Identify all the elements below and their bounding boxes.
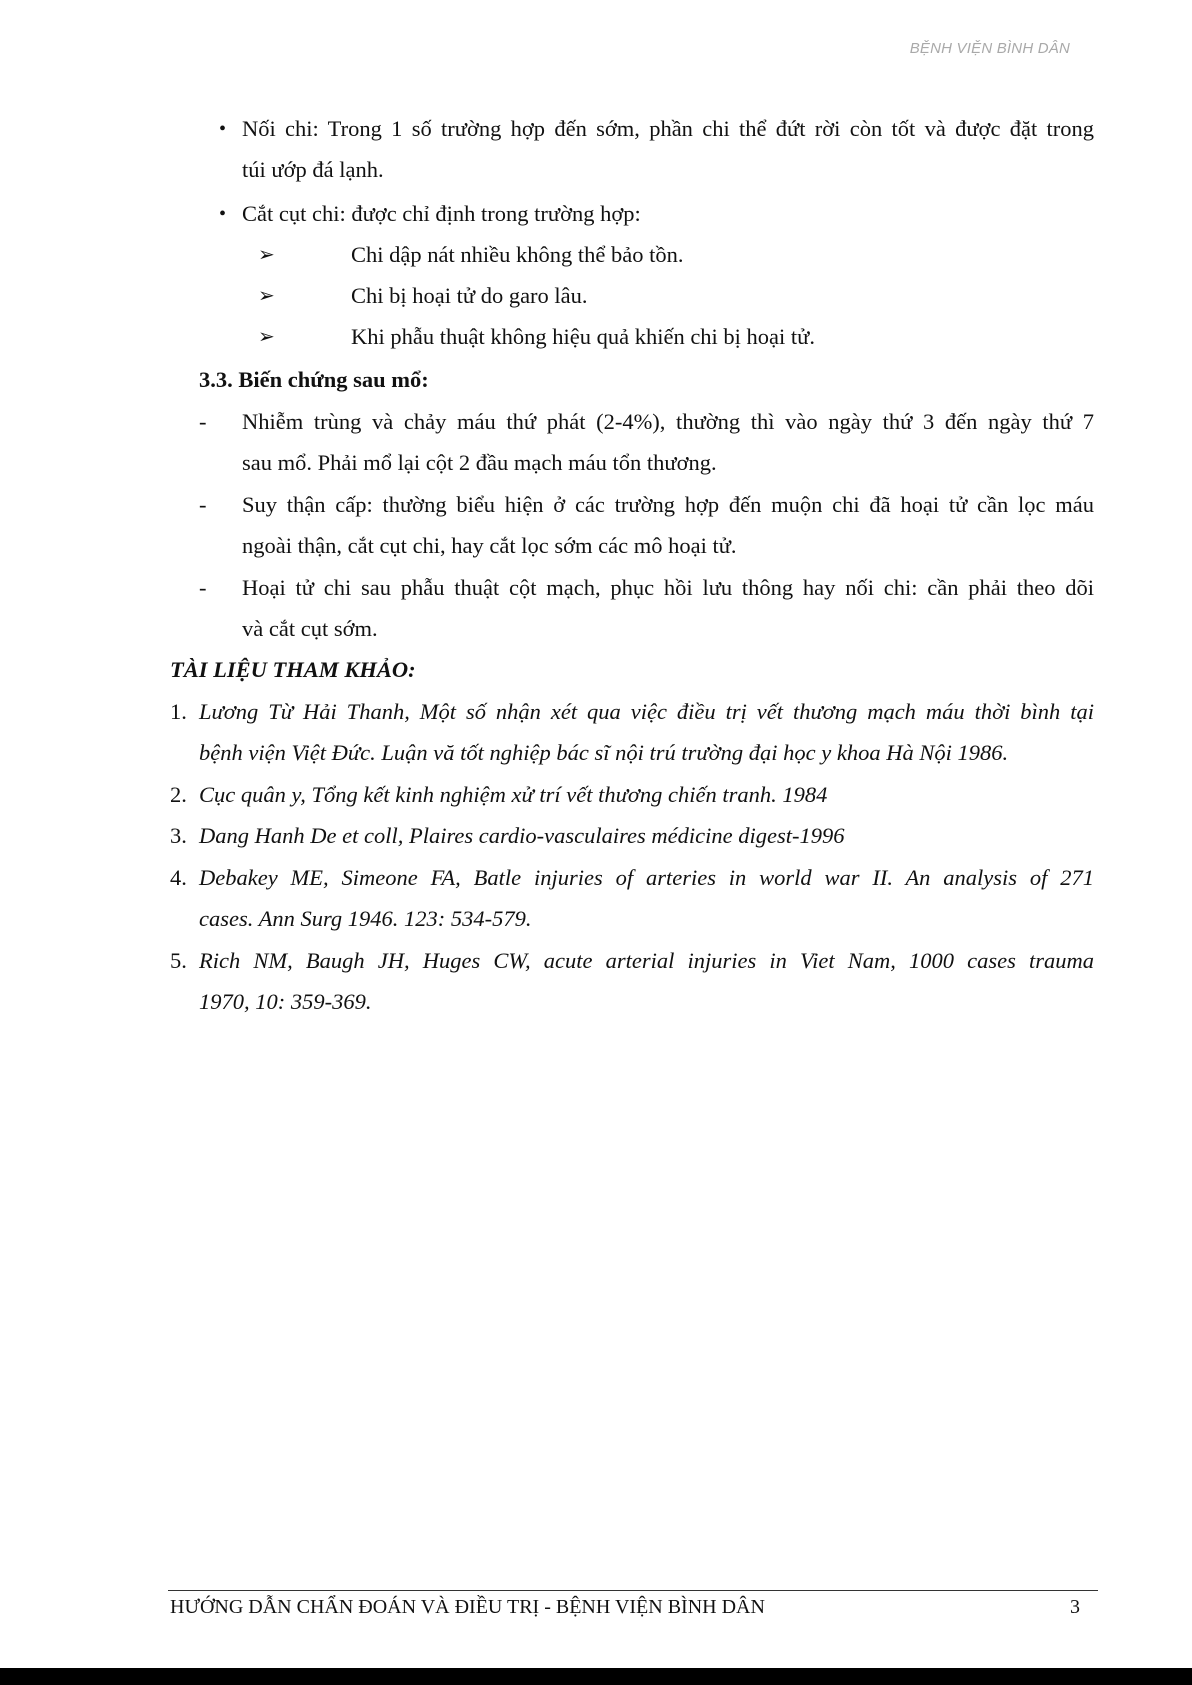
reference-number: 1. xyxy=(170,699,187,724)
reference-text: Dang Hanh De et coll, Plaires cardio-vasculaires médicine digest-1996 xyxy=(199,823,845,848)
dash-icon: - xyxy=(199,409,207,434)
dash-icon: - xyxy=(199,492,207,517)
arrow-bullet-icon: ➢ xyxy=(258,326,275,348)
bullet-item-text: Nối chi: Trong 1 số trường hợp đến sớm, phần chi thể đứt rời còn tốt và được đặt trong xyxy=(242,116,1094,141)
reference-number: 3. xyxy=(170,823,187,848)
list-item-text: ngoài thận, cắt cụt chi, hay cắt lọc sớm các mô hoại tử. xyxy=(242,533,737,558)
reference-number: 2. xyxy=(170,782,187,807)
reference-number: 5. xyxy=(170,948,187,973)
reference-text: Cục quân y, Tổng kết kinh nghiệm xử trí vết thương chiến tranh. 1984 xyxy=(199,782,828,807)
list-item-text: sau mổ. Phải mổ lại cột 2 đầu mạch máu tổn thương. xyxy=(242,450,717,475)
list-item-text: Suy thận cấp: thường biểu hiện ở các trường hợp đến muộn chi đã hoại tử cần lọc máu xyxy=(242,492,1094,517)
arrow-bullet-icon: ➢ xyxy=(258,285,275,307)
page-bottom-edge xyxy=(0,1668,1192,1685)
sub-bullet-text: Chi dập nát nhiều không thể bảo tồn. xyxy=(351,242,684,267)
bullet-icon: • xyxy=(219,118,227,140)
sub-bullet-text: Chi bị hoại tử do garo lâu. xyxy=(351,283,588,308)
reference-number: 4. xyxy=(170,865,187,890)
dash-icon: - xyxy=(199,575,207,600)
reference-text: cases. Ann Surg 1946. 123: 534-579. xyxy=(199,906,532,931)
arrow-bullet-icon: ➢ xyxy=(258,244,275,266)
reference-text: Lương Từ Hải Thanh, Một số nhận xét qua việc điều trị vết thương mạch máu thời bình tại xyxy=(199,699,1094,724)
footer-title: HƯỚNG DẪN CHẨN ĐOÁN VÀ ĐIỀU TRỊ - BỆNH VIỆN BÌNH DÂN xyxy=(170,1596,765,1618)
list-item-text: Nhiễm trùng và chảy máu thứ phát (2-4%), thường thì vào ngày thứ 3 đến ngày thứ 7 xyxy=(242,409,1094,434)
list-item-text: và cắt cụt sớm. xyxy=(242,616,378,641)
sub-bullet-text: Khi phẫu thuật không hiệu quả khiến chi bị hoại tử. xyxy=(351,324,815,349)
reference-text: 1970, 10: 359-369. xyxy=(199,989,372,1014)
bullet-icon: • xyxy=(219,203,227,225)
reference-text: Rich NM, Baugh JH, Huges CW, acute arterial injuries in Viet Nam, 1000 cases trauma xyxy=(199,948,1094,973)
page-header: BỆNH VIỆN BÌNH DÂN xyxy=(909,40,1070,57)
list-item-text: Hoại tử chi sau phẫu thuật cột mạch, phục hồi lưu thông hay nối chi: cần phải theo dõi xyxy=(242,575,1094,600)
footer-divider xyxy=(168,1590,1098,1591)
bullet-item-text: túi ướp đá lạnh. xyxy=(242,157,384,182)
page-number: 3 xyxy=(1070,1596,1080,1618)
references-heading: TÀI LIỆU THAM KHẢO: xyxy=(170,657,416,682)
reference-text: bệnh viện Việt Đức. Luận vă tốt nghiệp bác sĩ nội trú trường đại học y khoa Hà Nội 1986. xyxy=(199,740,1009,765)
section-heading: 3.3. Biến chứng sau mổ: xyxy=(199,367,429,392)
reference-text: Debakey ME, Simeone FA, Batle injuries of arteries in world war II. An analysis of 271 xyxy=(199,865,1094,890)
bullet-item-text: Cắt cụt chi: được chỉ định trong trường hợp: xyxy=(242,201,641,226)
